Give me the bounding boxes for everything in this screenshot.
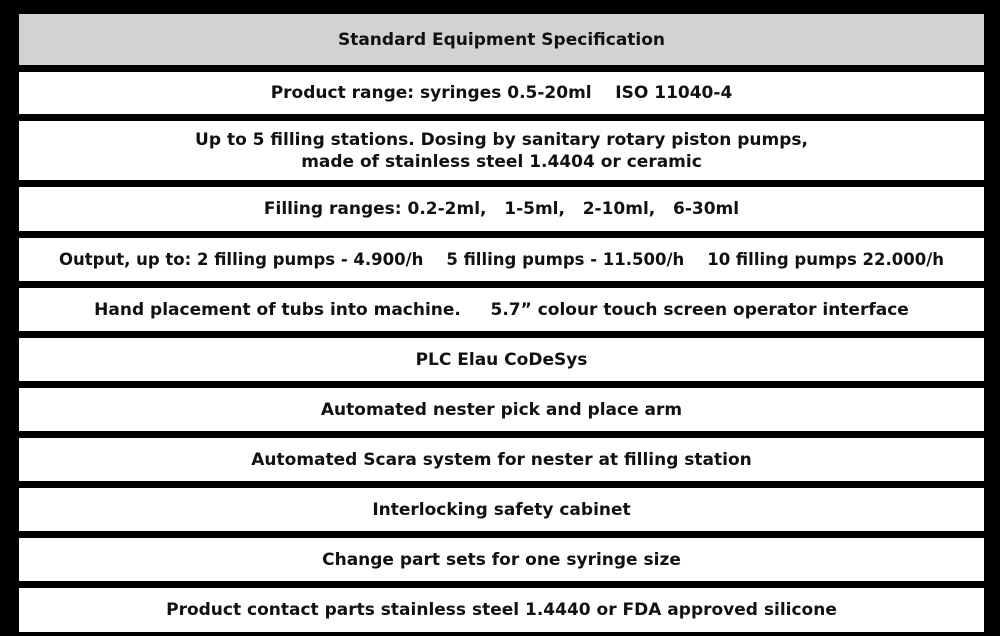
spec-nester-arm: Automated nester pick and place arm [320, 399, 683, 420]
spec-plc: PLC Elau CoDeSys [415, 349, 588, 370]
spec-product-range: Product range: syringes 0.5-20ml ISO 11040-4 [270, 83, 733, 103]
spec-filling-stations: Up to 5 filling stations. Dosing by sanitary rotary piston pumps, made of stainless steel 1.4404 or ceramic [195, 129, 808, 172]
spec-hand-placement: Hand placement of tubs into machine. 5.7” colour touch screen operator interface [94, 299, 909, 320]
table-row [19, 338, 984, 381]
table-header [19, 14, 984, 65]
table-row [19, 488, 984, 531]
spec-safety-cabinet: Interlocking safety cabinet [372, 499, 631, 520]
table-row [19, 438, 984, 481]
spec-contact-parts: Product contact parts stainless steel 1.4440 or FDA approved silicone [166, 600, 837, 620]
spec-scara-system: Automated Scara system for nester at filling station [251, 449, 752, 470]
table-row [19, 72, 984, 114]
table-header-label: Standard Equipment Specification [337, 29, 666, 50]
table-row [19, 187, 984, 231]
table-row [19, 588, 984, 632]
spec-filling-ranges: Filling ranges: 0.2-2ml, 1-5ml, 2-10ml, 6-30ml [263, 199, 740, 219]
spec-output: Output, up to: 2 filling pumps - 4.900/h 5 filling pumps - 11.500/h 10 filling pumps 22.000/h [58, 249, 944, 269]
table-row [19, 238, 984, 281]
table-row [19, 121, 984, 180]
table-row [19, 538, 984, 581]
table-row [19, 288, 984, 331]
spec-change-parts: Change part sets for one syringe size [322, 549, 681, 570]
table-row [19, 388, 984, 431]
